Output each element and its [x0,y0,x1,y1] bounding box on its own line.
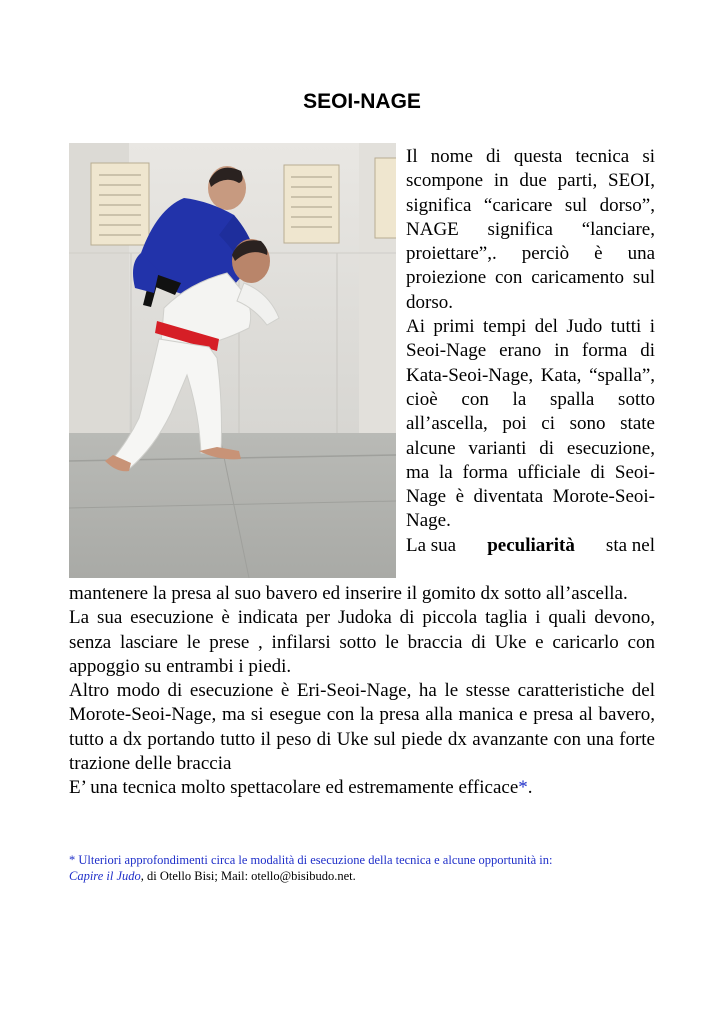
peculiarity-bold: peculiarità [487,534,575,556]
intro-paragraph: Il nome di questa tecnica si scompone in due parti, SEOI, significa “caricare sul dorso”, NAGE significa “lanciare, proiettare”,. perciò è una proiezione con caricamento sul dorso. [406,146,655,313]
peculiarity-prefix: La sua [406,534,457,556]
book-title: Capire il Judo [69,869,141,883]
peculiarity-rest: mantenere la presa al suo bavero ed inserire il gomito dx sotto all’ascella. [69,583,628,604]
footnote-line1: * Ulteriori approfondimenti circa le modalità di esecuzione della tecnica e alcune opportunità in: [69,853,553,867]
closing-line [69,776,655,800]
peculiarity-lead [406,534,655,558]
execution-paragraph: La sua esecuzione è indicata per Judoka di piccola taglia i quali devono, senza lasciare le prese , infilarsi sotto le braccia di Uke e caricarlo con appoggio su entrambi i piedi. [69,607,655,677]
history-paragraph: Ai primi tempi del Judo tutti i Seoi-Nage erano in forma di Kata-Seoi-Nage, Kata, “spalla”, cioè con la spalla sotto all’ascella, poi ci sono state alcune varianti di esecuzione, ma la forma ufficiale di Seoi-Nage è diventata Morote-Seoi-Nage. [406,316,655,532]
eri-seoi-paragraph: Altro modo di esecuzione è Eri-Seoi-Nage, ha le stesse caratteristiche del Morote-Seoi-Nage, ma si esegue con la presa alla manica e presa al bavero, tutto a dx portando tutto il peso di Uke sul piede dx avanzante con una forte trazione delle braccia [69,680,655,775]
footnote-line2 [69,868,655,884]
peculiarity-middle: sta nel [605,534,655,556]
closing-period: . [527,777,533,799]
footnote-asterisk[interactable]: * [518,777,528,799]
side-text [406,145,655,558]
judo-photo [69,143,396,578]
full-width-text [69,582,655,801]
footnote-contact[interactable]: , di Otello Bisi; Mail: otello@bisibudo.net. [140,869,356,883]
page-title: SEOI-NAGE [303,90,421,113]
footnote [69,852,655,884]
closing-text: E’ una tecnica molto spettacolare ed estremamente efficace [69,777,519,799]
